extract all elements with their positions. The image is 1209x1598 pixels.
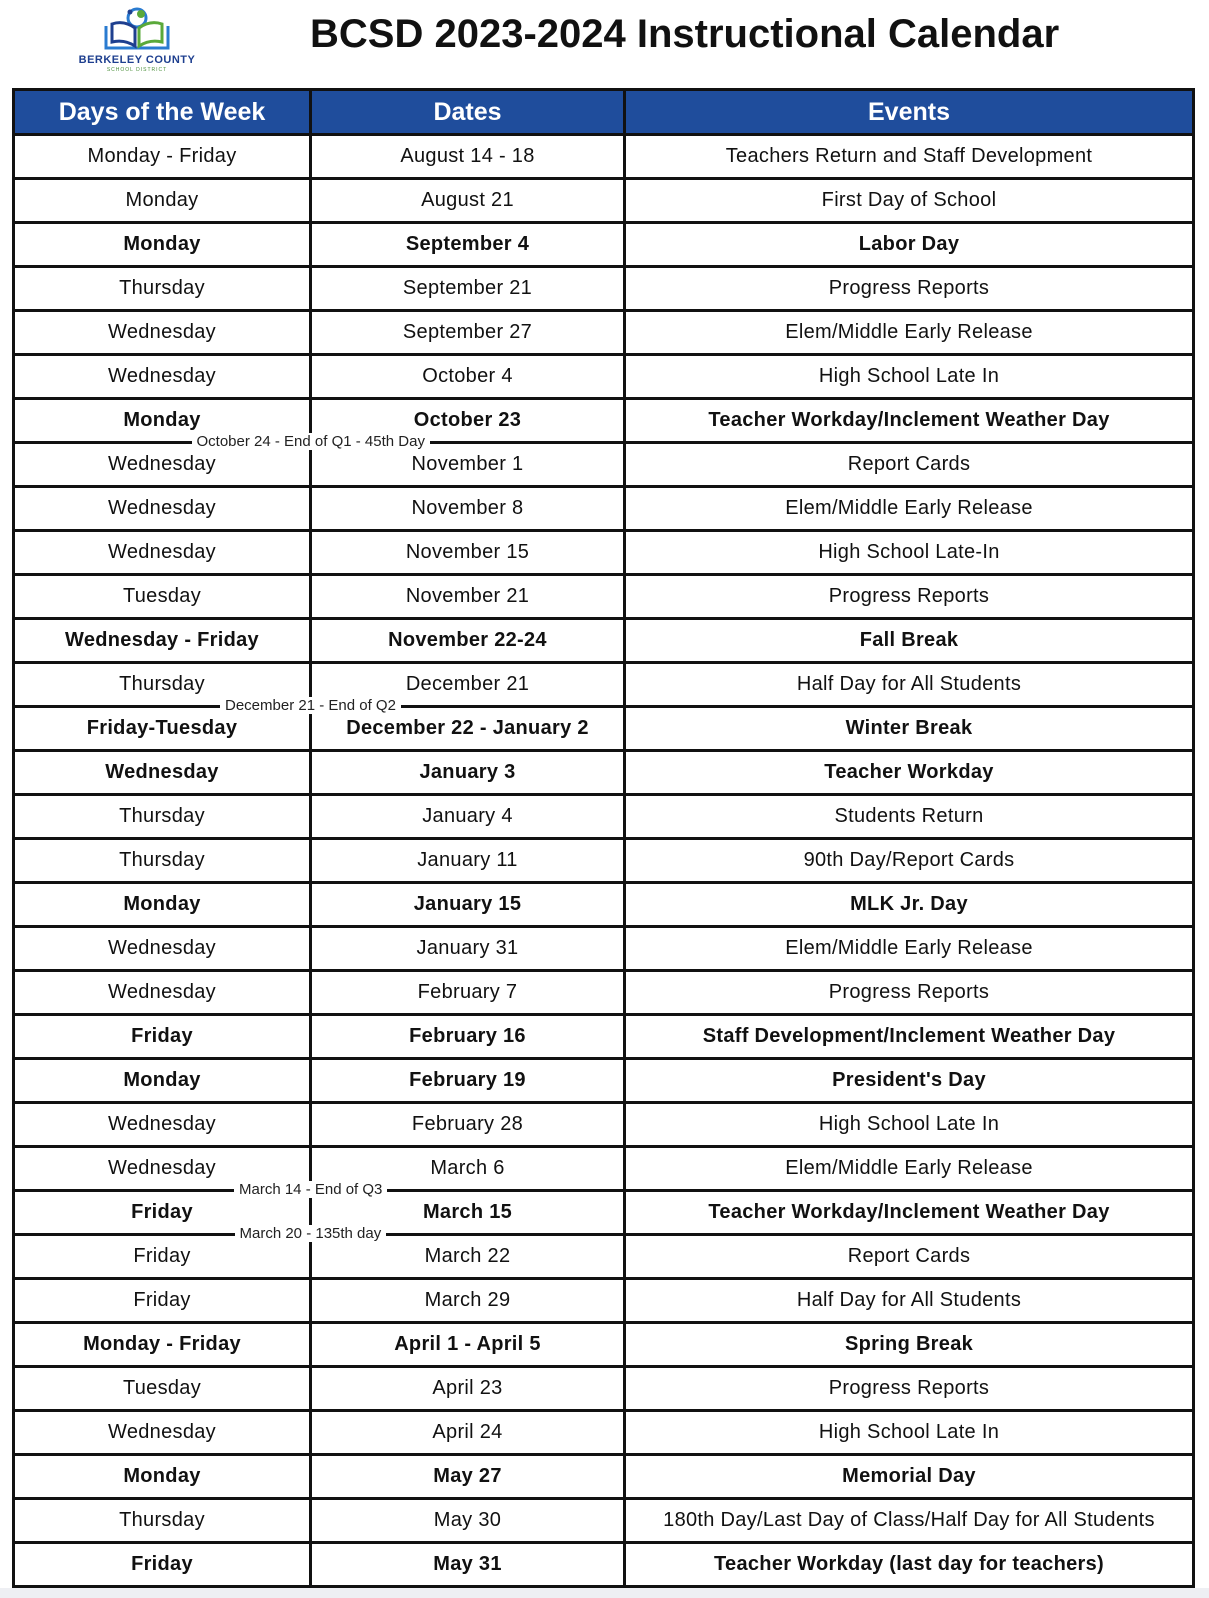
table-row bbox=[14, 1455, 1194, 1499]
day-cell: Tuesday bbox=[14, 1367, 311, 1411]
day-cell: Friday bbox=[14, 1191, 311, 1235]
column-header-events: Events bbox=[625, 90, 1194, 135]
day-cell: Thursday bbox=[14, 795, 311, 839]
date-cell: August 14 - 18 bbox=[311, 135, 625, 179]
logo-subtitle-text: SCHOOL DISTRICT bbox=[106, 67, 168, 73]
table-row bbox=[14, 311, 1194, 355]
table-row bbox=[14, 883, 1194, 927]
table-row bbox=[14, 1015, 1194, 1059]
day-cell: Monday - Friday bbox=[14, 1323, 311, 1367]
logo-name-text: BERKELEY COUNTY bbox=[78, 54, 196, 66]
day-cell: Friday bbox=[14, 1015, 311, 1059]
table-row bbox=[14, 1103, 1194, 1147]
date-cell: April 23 bbox=[311, 1367, 625, 1411]
date-cell: January 31 bbox=[311, 927, 625, 971]
date-cell: March 29 bbox=[311, 1279, 625, 1323]
date-cell: May 27 bbox=[311, 1455, 625, 1499]
table-row bbox=[14, 751, 1194, 795]
event-cell: Teacher Workday/Inclement Weather Day bbox=[625, 399, 1194, 443]
event-cell: High School Late In bbox=[625, 1103, 1194, 1147]
day-cell: Wednesday bbox=[14, 311, 311, 355]
table-row bbox=[14, 663, 1194, 707]
bottom-band bbox=[0, 1588, 1209, 1598]
district-logo bbox=[62, 2, 212, 72]
day-cell: Monday bbox=[14, 179, 311, 223]
event-cell: Progress Reports bbox=[625, 971, 1194, 1015]
table-row bbox=[14, 575, 1194, 619]
event-cell: President's Day bbox=[625, 1059, 1194, 1103]
day-cell: Thursday bbox=[14, 1499, 311, 1543]
table-row bbox=[14, 531, 1194, 575]
table-row bbox=[14, 1323, 1194, 1367]
quarter-end-note: March 14 - End of Q3 bbox=[234, 1181, 387, 1198]
date-cell: November 1 bbox=[311, 443, 625, 487]
date-cell: March 22 bbox=[311, 1235, 625, 1279]
day-cell: Wednesday bbox=[14, 751, 311, 795]
day-cell: Thursday bbox=[14, 839, 311, 883]
day-cell: Friday bbox=[14, 1279, 311, 1323]
day-cell: Wednesday bbox=[14, 487, 311, 531]
date-cell: April 24 bbox=[311, 1411, 625, 1455]
day-cell: Tuesday bbox=[14, 575, 311, 619]
table-row bbox=[14, 267, 1194, 311]
table-row bbox=[14, 1367, 1194, 1411]
table-row bbox=[14, 1279, 1194, 1323]
date-cell: November 22-24 bbox=[311, 619, 625, 663]
date-cell: December 21 bbox=[311, 663, 625, 707]
date-cell: August 21 bbox=[311, 179, 625, 223]
day-cell: Monday bbox=[14, 1455, 311, 1499]
date-cell: March 6 bbox=[311, 1147, 625, 1191]
event-cell: Elem/Middle Early Release bbox=[625, 487, 1194, 531]
day-cell: Wednesday bbox=[14, 1147, 311, 1191]
table-row bbox=[14, 487, 1194, 531]
day-cell: Monday bbox=[14, 883, 311, 927]
event-cell: Fall Break bbox=[625, 619, 1194, 663]
table-row bbox=[14, 1147, 1194, 1191]
column-header-days: Days of the Week bbox=[14, 90, 311, 135]
date-cell: January 11 bbox=[311, 839, 625, 883]
date-cell: February 7 bbox=[311, 971, 625, 1015]
date-cell: November 21 bbox=[311, 575, 625, 619]
day-cell: Monday - Friday bbox=[14, 135, 311, 179]
event-cell: Staff Development/Inclement Weather Day bbox=[625, 1015, 1194, 1059]
date-cell: December 22 - January 2 bbox=[311, 707, 625, 751]
event-cell: Students Return bbox=[625, 795, 1194, 839]
page-title: BCSD 2023-2024 Instructional Calendar bbox=[310, 12, 1060, 56]
date-cell: February 28 bbox=[311, 1103, 625, 1147]
date-cell: November 8 bbox=[311, 487, 625, 531]
event-cell: Report Cards bbox=[625, 1235, 1194, 1279]
table-header-row bbox=[14, 90, 1194, 135]
day-cell: Wednesday bbox=[14, 443, 311, 487]
event-cell: Labor Day bbox=[625, 223, 1194, 267]
event-cell: First Day of School bbox=[625, 179, 1194, 223]
column-header-dates: Dates bbox=[311, 90, 625, 135]
day-cell: Thursday bbox=[14, 267, 311, 311]
day-cell: Friday bbox=[14, 1543, 311, 1587]
day-cell: Monday bbox=[14, 223, 311, 267]
date-cell: February 16 bbox=[311, 1015, 625, 1059]
date-cell: January 15 bbox=[311, 883, 625, 927]
event-cell: MLK Jr. Day bbox=[625, 883, 1194, 927]
open-book-logo-icon bbox=[100, 4, 174, 54]
table-row bbox=[14, 707, 1194, 751]
date-cell: May 31 bbox=[311, 1543, 625, 1587]
date-cell: September 21 bbox=[311, 267, 625, 311]
date-cell: March 15 bbox=[311, 1191, 625, 1235]
table-row bbox=[14, 223, 1194, 267]
event-cell: 90th Day/Report Cards bbox=[625, 839, 1194, 883]
day-cell: Friday bbox=[14, 1235, 311, 1279]
date-cell: September 27 bbox=[311, 311, 625, 355]
day-cell: Wednesday bbox=[14, 531, 311, 575]
event-cell: Teacher Workday bbox=[625, 751, 1194, 795]
date-cell: October 23 bbox=[311, 399, 625, 443]
quarter-end-note: December 21 - End of Q2 bbox=[220, 697, 401, 714]
date-cell: November 15 bbox=[311, 531, 625, 575]
event-cell: High School Late In bbox=[625, 355, 1194, 399]
day-cell: Friday-Tuesday bbox=[14, 707, 311, 751]
day-cell: Wednesday - Friday bbox=[14, 619, 311, 663]
event-cell: Spring Break bbox=[625, 1323, 1194, 1367]
event-cell: Elem/Middle Early Release bbox=[625, 311, 1194, 355]
table-row bbox=[14, 1543, 1194, 1587]
day-cell: Wednesday bbox=[14, 971, 311, 1015]
event-cell: Memorial Day bbox=[625, 1455, 1194, 1499]
event-cell: Teachers Return and Staff Development bbox=[625, 135, 1194, 179]
event-cell: Progress Reports bbox=[625, 267, 1194, 311]
table-row bbox=[14, 355, 1194, 399]
table-row bbox=[14, 443, 1194, 487]
table-row bbox=[14, 1191, 1194, 1235]
table-row bbox=[14, 839, 1194, 883]
event-cell: Elem/Middle Early Release bbox=[625, 927, 1194, 971]
quarter-end-note: March 20 - 135th day bbox=[235, 1225, 387, 1242]
table-row bbox=[14, 1059, 1194, 1103]
day-cell: Wednesday bbox=[14, 355, 311, 399]
table-row bbox=[14, 1235, 1194, 1279]
date-cell: January 3 bbox=[311, 751, 625, 795]
event-cell: Progress Reports bbox=[625, 575, 1194, 619]
event-cell: High School Late In bbox=[625, 1411, 1194, 1455]
table-row bbox=[14, 971, 1194, 1015]
table-row bbox=[14, 399, 1194, 443]
table-row bbox=[14, 795, 1194, 839]
day-cell: Thursday bbox=[14, 663, 311, 707]
table-row bbox=[14, 1411, 1194, 1455]
date-cell: February 19 bbox=[311, 1059, 625, 1103]
day-cell: Wednesday bbox=[14, 1411, 311, 1455]
table-row bbox=[14, 179, 1194, 223]
table-row bbox=[14, 1499, 1194, 1543]
day-cell: Wednesday bbox=[14, 1103, 311, 1147]
date-cell: October 4 bbox=[311, 355, 625, 399]
event-cell: Report Cards bbox=[625, 443, 1194, 487]
event-cell: Half Day for All Students bbox=[625, 663, 1194, 707]
quarter-end-note: October 24 - End of Q1 - 45th Day bbox=[192, 433, 430, 450]
day-cell: Wednesday bbox=[14, 927, 311, 971]
event-cell: Teacher Workday/Inclement Weather Day bbox=[625, 1191, 1194, 1235]
event-cell: Teacher Workday (last day for teachers) bbox=[625, 1543, 1194, 1587]
event-cell: Winter Break bbox=[625, 707, 1194, 751]
event-cell: 180th Day/Last Day of Class/Half Day for All Students bbox=[625, 1499, 1194, 1543]
event-cell: Progress Reports bbox=[625, 1367, 1194, 1411]
calendar-table bbox=[12, 88, 1195, 1588]
date-cell: September 4 bbox=[311, 223, 625, 267]
event-cell: High School Late-In bbox=[625, 531, 1194, 575]
table-row bbox=[14, 135, 1194, 179]
date-cell: May 30 bbox=[311, 1499, 625, 1543]
date-cell: January 4 bbox=[311, 795, 625, 839]
date-cell: April 1 - April 5 bbox=[311, 1323, 625, 1367]
day-cell: Monday bbox=[14, 399, 311, 443]
table-row bbox=[14, 619, 1194, 663]
table-row bbox=[14, 927, 1194, 971]
event-cell: Half Day for All Students bbox=[625, 1279, 1194, 1323]
event-cell: Elem/Middle Early Release bbox=[625, 1147, 1194, 1191]
day-cell: Monday bbox=[14, 1059, 311, 1103]
